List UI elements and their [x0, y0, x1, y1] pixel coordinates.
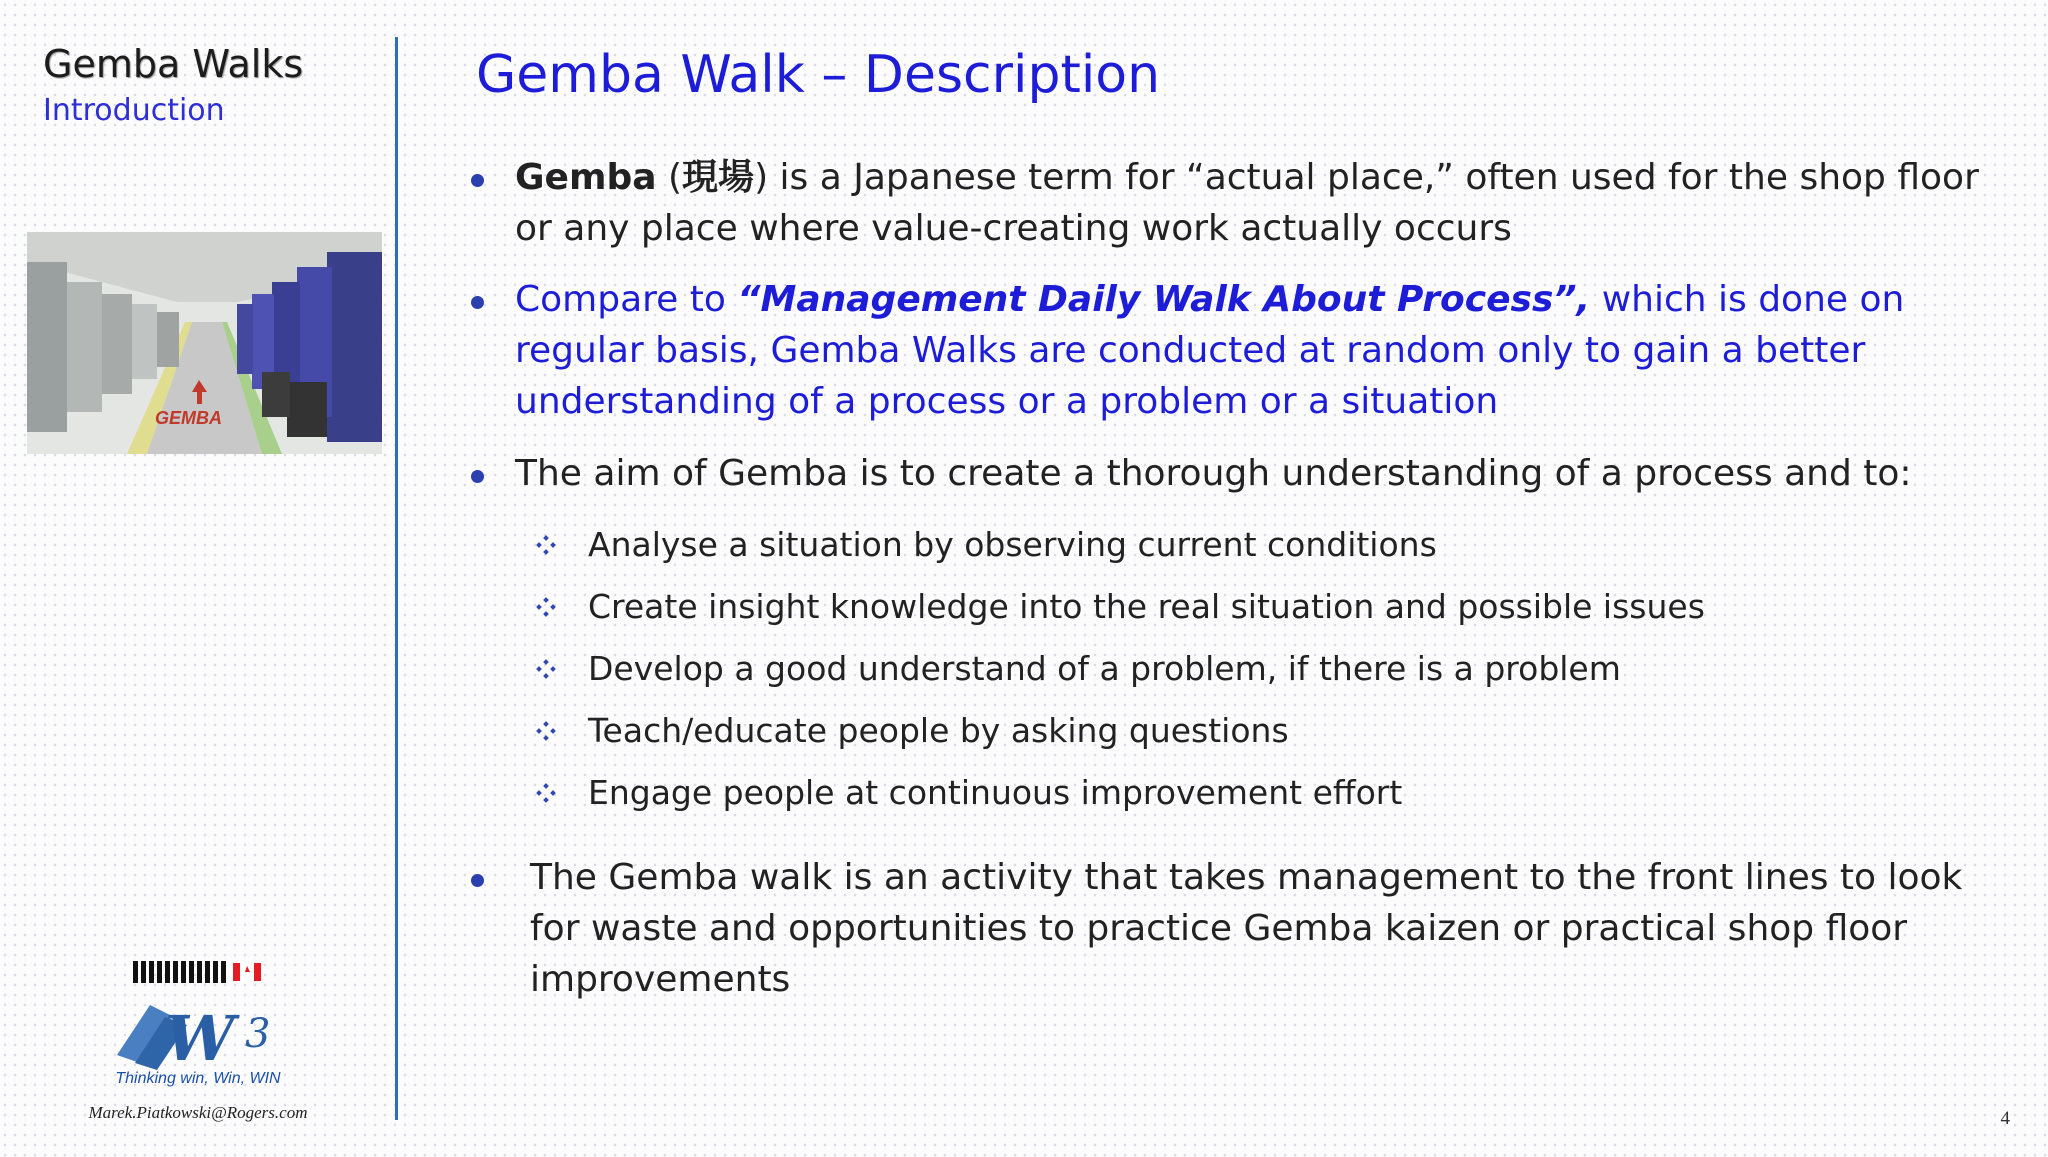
diamond-bullet-icon — [536, 535, 556, 555]
sub-item — [588, 709, 1289, 753]
sub-item — [588, 523, 1437, 567]
aim-text: The aim of Gemba is to create a thorough understanding of a process and to: — [515, 453, 1912, 494]
bullet-compare — [515, 274, 2015, 427]
svg-text:3: 3 — [245, 1011, 271, 1057]
section-subtitle: Introduction — [43, 93, 225, 128]
bullet-dot-icon — [471, 296, 484, 309]
kanji-open: ( — [656, 157, 683, 198]
diamond-bullet-icon — [536, 721, 556, 741]
vertical-divider — [395, 37, 398, 1120]
factory-illustration — [27, 232, 382, 454]
section-title: Gemba Walks — [43, 42, 304, 86]
sub-item — [588, 771, 1402, 815]
author-email: Marek.Piatkowski@Rogers.com — [88, 1103, 308, 1122]
sub-item — [588, 647, 1621, 691]
slide-title: Gemba Walk – Description — [476, 45, 1161, 105]
sub-item-text: Develop a good understand of a problem, if there is a problem — [588, 649, 1621, 688]
activity-text: The Gemba walk is an activity that takes management to the front lines to look for waste and opportunities to practice Gemba kaizen or practical shop floor improvements — [530, 857, 1963, 1000]
gemba-photo-label: GEMBA — [155, 408, 222, 428]
bullet-dot-icon — [471, 174, 484, 187]
diamond-bullet-icon — [536, 597, 556, 617]
sub-item — [588, 585, 1705, 629]
bullet-gemba-definition — [515, 152, 2015, 254]
bullet-dot-icon — [471, 874, 484, 887]
bullet-aim — [515, 448, 2015, 499]
compare-rest: which is done on regular basis, Gemba Walks are conducted at random only to gain a better understanding of a process or a problem or a situation — [515, 279, 1905, 422]
bullet-dot-icon — [471, 470, 484, 483]
sidebar — [0, 0, 396, 1157]
svg-text:W: W — [165, 1002, 235, 1075]
compare-emphasis: “Management Daily Walk About Process”, — [737, 279, 1591, 320]
bullet-gemba-walk-activity — [530, 852, 2020, 1005]
sub-item-text: Teach/educate people by asking questions — [588, 711, 1289, 750]
compare-lead: Compare to — [515, 279, 738, 320]
gemba-term: Gemba — [515, 157, 657, 198]
gemba-factory-photo — [27, 232, 382, 454]
diamond-bullet-icon — [536, 659, 556, 679]
sub-item-text: Analyse a situation by observing current conditions — [588, 525, 1437, 564]
company-tagline: Thinking win, Win, WIN — [115, 1070, 281, 1087]
page-number: 4 — [2000, 1108, 2010, 1129]
gemba-definition-text: ) is a Japanese term for “actual place,” often used for the shop floor or any place where value-creating work actually occurs — [515, 157, 1979, 249]
diamond-bullet-icon — [536, 783, 556, 803]
sub-item-text: Create insight knowledge into the real situation and possible issues — [588, 587, 1705, 626]
sub-item-text: Engage people at continuous improvement effort — [588, 773, 1403, 812]
gemba-kanji: 現場 — [682, 157, 755, 198]
